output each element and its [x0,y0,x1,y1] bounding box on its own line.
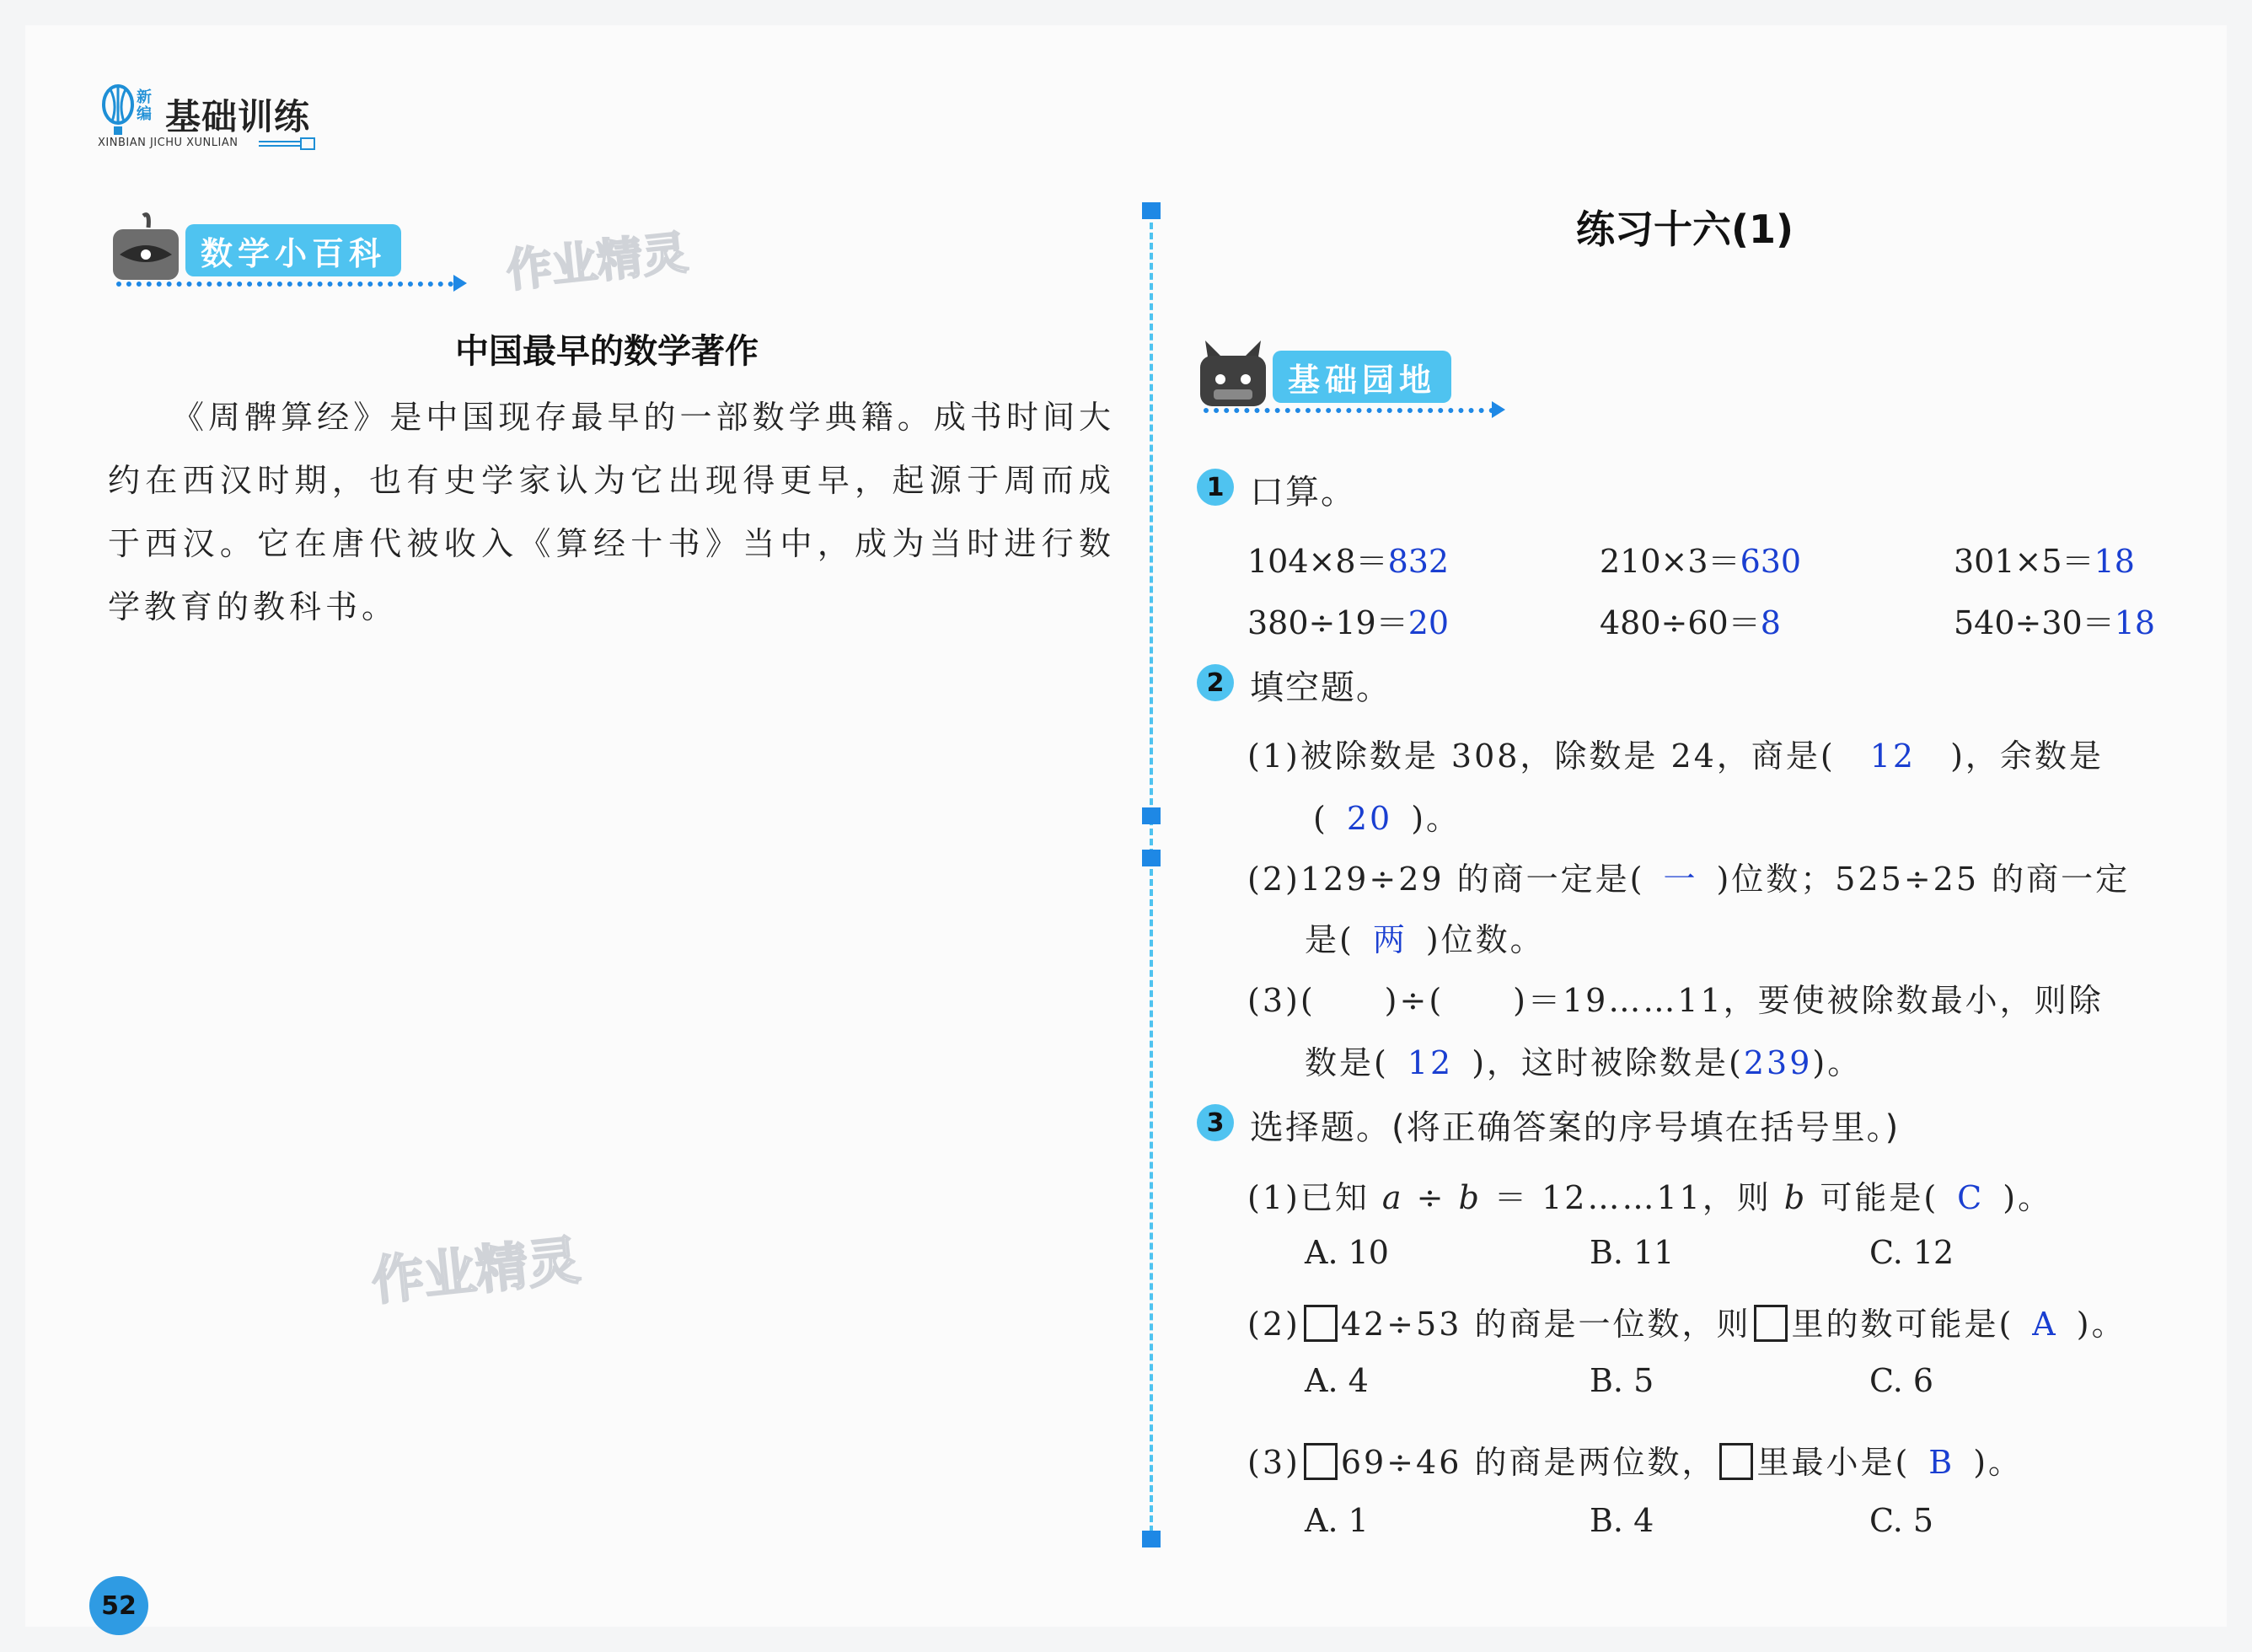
calc-item: 210×3＝630 [1600,543,1802,580]
question-number: 1 [1197,469,1234,506]
calc-item: 380÷19＝20 [1247,604,1450,641]
choice-question-3: (3) 69÷46 的商是两位数， 里最小是( B )。 [1247,1444,2024,1481]
answer: 一 [1663,861,1698,898]
fill-blank-3: (3)( )÷( )＝19……11，要使被除数最小，则除 [1247,982,2104,1019]
divider-marker [1142,807,1161,824]
banner-dotted-line [116,282,453,292]
answer: B [1928,1444,1955,1481]
choice-question-1: (1)已知 a ÷ b ＝ 12……11，则 b 可能是( C )。 [1247,1179,2053,1216]
answer: 630 [1740,543,1802,580]
option: B. 4 [1590,1502,1654,1539]
brand-badge: 新编 [137,88,152,123]
option: A. 4 [1305,1362,1369,1399]
calc-item: 480÷60＝8 [1600,604,1781,641]
fill-blank-2: (2)129÷29 的商一定是( 一 )位数；525÷25 的商一定 [1247,861,2131,898]
blank-box [1304,1443,1338,1480]
watermark: 作业精灵 [503,225,691,298]
mascot-icon [1197,337,1269,410]
answer: 18 [2114,604,2156,641]
question-title: 填空题。 [1250,668,1391,707]
option: A. 10 [1305,1234,1389,1271]
answer: 两 [1372,921,1408,958]
blank-box [1304,1305,1338,1342]
option: A. 1 [1305,1502,1369,1539]
question-title: 口算。 [1250,473,1356,512]
answer: 20 [1408,604,1450,641]
blank-box [1719,1443,1753,1480]
answer: C [1957,1179,1985,1216]
exercise-title: 练习十六(1) [1576,206,1794,252]
basics-banner [1197,337,1500,413]
brand-underline-icon [259,137,318,150]
fill-blank-1: (1)被除数是 308，除数是 24，商是( 12 )，余数是 [1247,738,2104,775]
answer: 832 [1387,543,1450,580]
answer: 12 [1407,1044,1454,1081]
option: C. 6 [1869,1362,1934,1399]
banner-dotted-line [1204,408,1494,418]
option: C. 5 [1869,1502,1934,1539]
answer: 8 [1760,604,1781,641]
option: B. 11 [1590,1234,1675,1271]
fill-blank-2-cont: 是( 两 )位数。 [1305,921,1545,958]
brand-pinyin: XINBIAN JICHU XUNLIAN [98,137,239,149]
mascot-icon [110,211,182,283]
calc-item: 540÷30＝18 [1954,604,2156,641]
question-number: 3 [1197,1104,1234,1141]
divider-marker [1142,850,1161,866]
option: C. 12 [1869,1234,1954,1271]
answer: 20 [1346,800,1393,837]
banner-label: 数学小百科 [185,224,401,276]
answer: 12 [1869,738,1917,775]
brand-title: 基础训练 [165,96,311,137]
page-number: 52 [89,1576,148,1635]
banner-label: 基础园地 [1273,351,1451,403]
math-encyclopedia-banner [110,211,464,287]
watermark: 作业精灵 [368,1229,583,1312]
answer: A [2032,1306,2058,1343]
divider-marker [1142,1531,1161,1547]
fill-blank-1-cont: ( 20 )。 [1313,800,1461,837]
calc-item: 104×8＝832 [1247,543,1450,580]
question-number: 2 [1197,664,1234,701]
brand-header [94,84,347,152]
blank-box [1754,1305,1788,1342]
page-divider [1150,202,1153,1542]
fill-blank-3-cont: 数是( 12 )，这时被除数是(239)。 [1305,1044,1863,1081]
divider-marker [1142,202,1161,219]
choice-question-2: (2) 42÷53 的商是一位数，则 里的数可能是( A )。 [1247,1306,2126,1343]
answer: 18 [2094,543,2135,580]
option: B. 5 [1590,1362,1654,1399]
question-title: 选择题。(将正确答案的序号填在括号里。) [1250,1108,1901,1147]
balloon-logo-icon [101,84,135,138]
arrow-right-icon [1492,401,1505,418]
calc-item: 301×5＝18 [1954,543,2135,580]
article-title: 中国最早的数学著作 [455,332,759,371]
article-body: 《周髀算经》是中国现存最早的一部数学典籍。成书时间大约在西汉时期，也有史学家认为它出现得更早，起源于周而成于西汉。它在唐代被收入《算经十书》当中，成为当时进行数学教育的教科书。 [108,399,1115,625]
arrow-right-icon [453,275,467,292]
answer: 239 [1743,1044,1813,1081]
